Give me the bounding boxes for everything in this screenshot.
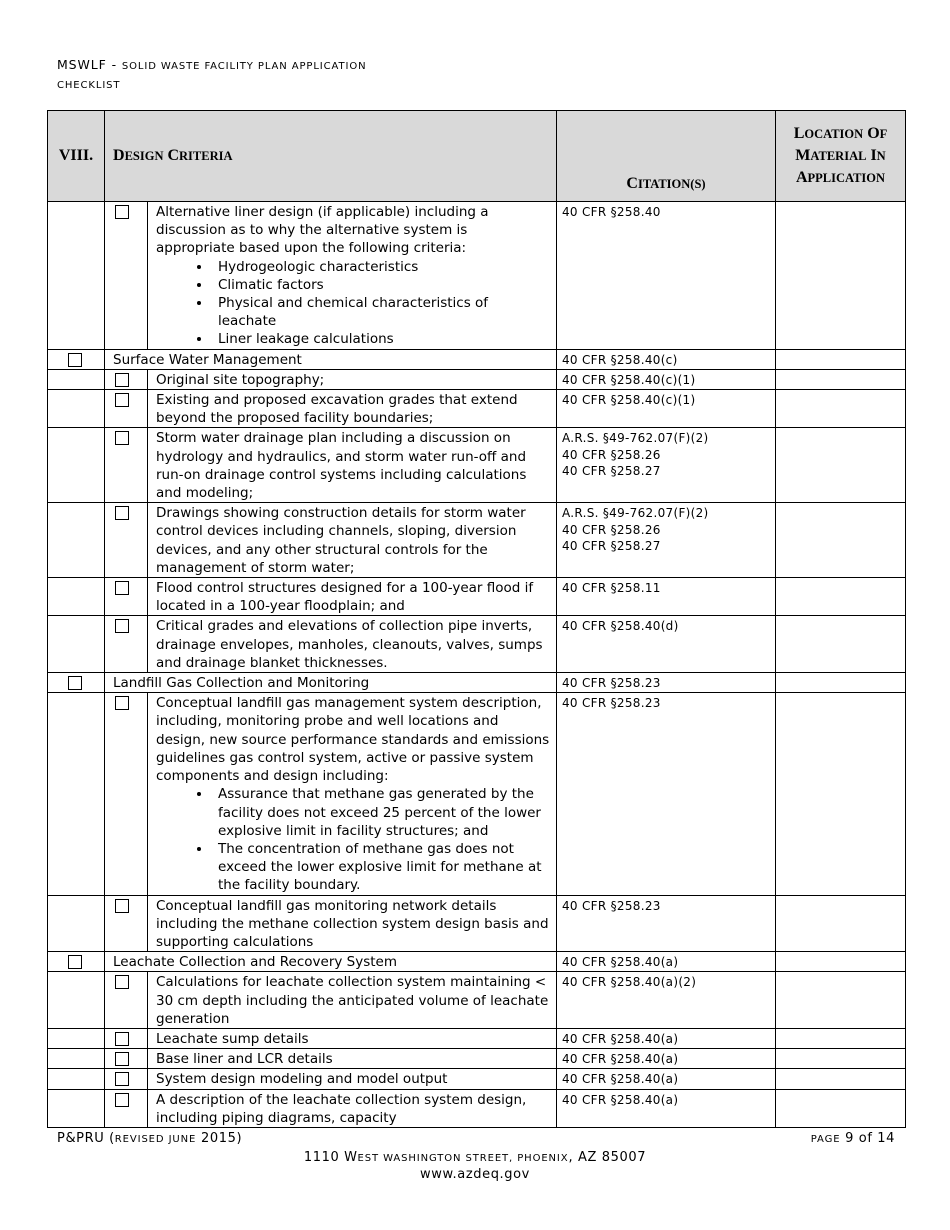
location-heading: LOCATION OF MATERIAL IN APPLICATION xyxy=(776,111,906,202)
criteria-text: A description of the leachate collection system design, including piping diagrams, capacity xyxy=(148,1089,557,1127)
criteria-text: Calculations for leachate collection system maintaining < 30 cm depth including the anticipated volume of leachate generation xyxy=(148,972,557,1029)
footer-address: 1110 WEST WASHINGTON STREET, PHOENIX, AZ 85007 xyxy=(303,1150,647,1165)
citation-cell: 40 CFR §258.40(c)(1) xyxy=(557,369,776,389)
checkbox[interactable] xyxy=(115,619,129,633)
checklist-item-row xyxy=(48,616,906,673)
location-cell[interactable] xyxy=(776,1028,906,1048)
item-checkbox-cell xyxy=(105,503,148,578)
checklist-section-row xyxy=(48,673,906,693)
footer-page-number: PAGE 9 of 14 xyxy=(810,1131,895,1146)
header-title-line2: CHECKLIST xyxy=(57,80,121,91)
checklist-body xyxy=(48,202,906,1128)
checkbox[interactable] xyxy=(115,431,129,445)
item-checkbox-cell xyxy=(105,578,148,616)
criteria-bullet-list xyxy=(156,258,550,349)
location-cell[interactable] xyxy=(776,349,906,369)
item-checkbox-cell xyxy=(105,693,148,895)
criteria-bullet: • Liner leakage calculations xyxy=(212,330,550,348)
citation-cell: 40 CFR §258.23 xyxy=(557,693,776,895)
criteria-bullet: • The concentration of methane gas does not exceed the lower explosive limit for methane at the facility boundary. xyxy=(212,840,550,895)
empty-section-cell xyxy=(48,972,105,1029)
criteria-bullet: • Climatic factors xyxy=(212,276,550,294)
criteria-text: Original site topography; xyxy=(148,369,557,389)
criteria-text: Critical grades and elevations of collection pipe inverts, drainage envelopes, manholes, cleanouts, valves, sumps and drainage blanket thicknesses. xyxy=(148,616,557,673)
checkbox[interactable] xyxy=(115,373,129,387)
empty-section-cell xyxy=(48,428,105,503)
location-cell[interactable] xyxy=(776,1049,906,1069)
location-cell[interactable] xyxy=(776,1069,906,1089)
empty-section-cell xyxy=(48,202,105,350)
citation-cell: 40 CFR §258.40(c) xyxy=(557,349,776,369)
checklist-section-row xyxy=(48,952,906,972)
citation-cell: 40 CFR §258.40(a) xyxy=(557,1089,776,1127)
section-number-heading: VIII. xyxy=(48,111,105,202)
checkbox[interactable] xyxy=(68,676,82,690)
criteria-text: Existing and proposed excavation grades that extend beyond the proposed facility boundaries; xyxy=(148,390,557,428)
checkbox[interactable] xyxy=(115,506,129,520)
empty-section-cell xyxy=(48,895,105,952)
criteria-bullet-list xyxy=(156,785,550,894)
item-checkbox-cell xyxy=(105,1069,148,1089)
empty-section-cell xyxy=(48,1049,105,1069)
location-cell[interactable] xyxy=(776,693,906,895)
citation-cell: 40 CFR §258.40(a) xyxy=(557,1069,776,1089)
location-cell[interactable] xyxy=(776,578,906,616)
citation-cell: 40 CFR §258.40(a)(2) xyxy=(557,972,776,1029)
checklist-item-row xyxy=(48,1089,906,1127)
checklist-item-row xyxy=(48,503,906,578)
item-checkbox-cell xyxy=(105,1049,148,1069)
criteria-text: Conceptual landfill gas monitoring network details including the methane collection system design basis and supporting calculations xyxy=(148,895,557,952)
checkbox[interactable] xyxy=(115,899,129,913)
citation-cell: A.R.S. §49-762.07(F)(2) 40 CFR §258.26 40 CFR §258.27 xyxy=(557,503,776,578)
checkbox[interactable] xyxy=(115,1093,129,1107)
criteria-text: System design modeling and model output xyxy=(148,1069,557,1089)
checkbox[interactable] xyxy=(115,393,129,407)
criteria-text: Leachate Collection and Recovery System xyxy=(105,952,557,972)
checklist-item-row xyxy=(48,1049,906,1069)
empty-section-cell xyxy=(48,369,105,389)
empty-section-cell xyxy=(48,1028,105,1048)
empty-section-cell xyxy=(48,390,105,428)
design-criteria-checklist-table xyxy=(47,110,906,1128)
checklist-item-row xyxy=(48,1069,906,1089)
item-checkbox-cell xyxy=(105,1028,148,1048)
location-cell[interactable] xyxy=(776,369,906,389)
criteria-text: Drawings showing construction details for storm water control devices including channels, sloping, diversion devices, and any other structural controls for the management of storm water; xyxy=(148,503,557,578)
empty-section-cell xyxy=(48,616,105,673)
citation-cell: 40 CFR §258.40(a) xyxy=(557,952,776,972)
checklist-item-row xyxy=(48,1028,906,1048)
empty-section-cell xyxy=(48,578,105,616)
section-checkbox-cell xyxy=(48,952,105,972)
citation-cell: 40 CFR §258.40(a) xyxy=(557,1028,776,1048)
empty-section-cell xyxy=(48,503,105,578)
section-checkbox-cell xyxy=(48,349,105,369)
criteria-text: Base liner and LCR details xyxy=(148,1049,557,1069)
item-checkbox-cell xyxy=(105,972,148,1029)
location-cell[interactable] xyxy=(776,895,906,952)
location-cell[interactable] xyxy=(776,428,906,503)
criteria-bullet: • Hydrogeologic characteristics xyxy=(212,258,550,276)
section-checkbox-cell xyxy=(48,673,105,693)
empty-section-cell xyxy=(48,1069,105,1089)
citation-cell: 40 CFR §258.40(d) xyxy=(557,616,776,673)
checkbox[interactable] xyxy=(115,1052,129,1066)
citation-cell: 40 CFR §258.11 xyxy=(557,578,776,616)
citation-cell: 40 CFR §258.40(c)(1) xyxy=(557,390,776,428)
checklist-item-row xyxy=(48,202,906,350)
citation-cell: 40 CFR §258.40(a) xyxy=(557,1049,776,1069)
criteria-text: Landfill Gas Collection and Monitoring xyxy=(105,673,557,693)
footer-website[interactable]: www.azdeq.gov xyxy=(420,1167,530,1182)
item-checkbox-cell xyxy=(105,369,148,389)
item-checkbox-cell xyxy=(105,390,148,428)
checkbox[interactable] xyxy=(68,353,82,367)
checkbox[interactable] xyxy=(115,975,129,989)
item-checkbox-cell xyxy=(105,1089,148,1127)
footer-revision: P&PRU (REVISED JUNE 2015) xyxy=(57,1131,243,1146)
checklist-item-row xyxy=(48,693,906,895)
empty-section-cell xyxy=(48,693,105,895)
checkbox[interactable] xyxy=(115,1072,129,1086)
checkbox[interactable] xyxy=(115,205,129,219)
criteria-text: Leachate sump details xyxy=(148,1028,557,1048)
criteria-bullet: • Physical and chemical characteristics of leachate xyxy=(212,294,550,330)
checklist-item-row xyxy=(48,895,906,952)
checkbox[interactable] xyxy=(115,1032,129,1046)
location-cell[interactable] xyxy=(776,673,906,693)
location-cell[interactable] xyxy=(776,952,906,972)
checklist-item-row xyxy=(48,972,906,1029)
criteria-text: Surface Water Management xyxy=(105,349,557,369)
location-cell[interactable] xyxy=(776,1089,906,1127)
location-cell[interactable] xyxy=(776,972,906,1029)
design-criteria-heading: DESIGN CRITERIA xyxy=(105,111,557,202)
document-header xyxy=(57,56,367,94)
criteria-bullet: • Assurance that methane gas generated by the facility does not exceed 25 percent of the lower explosive limit in facility structures; and xyxy=(212,785,550,840)
criteria-text: Conceptual landfill gas management system description, including, monitoring probe and well locations and design, new source performance standards and emissions guidelines gas control system, active or passive system components and design including: • Assurance that methane gas generated by the facility does not exceed 25 percent of the lower explosive limit in facility structures; and • The concentration of methane gas does not exceed the lower explosive limit for methane at the facility boundary. xyxy=(148,693,557,895)
item-checkbox-cell xyxy=(105,895,148,952)
checklist-item-row xyxy=(48,578,906,616)
location-cell[interactable] xyxy=(776,202,906,350)
empty-section-cell xyxy=(48,1089,105,1127)
citation-cell: A.R.S. §49-762.07(F)(2) 40 CFR §258.26 40 CFR §258.27 xyxy=(557,428,776,503)
citation-cell: 40 CFR §258.40 xyxy=(557,202,776,350)
location-cell[interactable] xyxy=(776,390,906,428)
citations-heading: CITATION(S) xyxy=(557,111,776,202)
criteria-text: Alternative liner design (if applicable) including a discussion as to why the alternative system is appropriate based upon the following criteria: • Hydrogeologic characteristics • Climatic factors • Physical and chemical characteristics of leachate • Liner leakage calculations xyxy=(148,202,557,350)
item-checkbox-cell xyxy=(105,202,148,350)
header-title-line1: MSWLF - SOLID WASTE FACILITY PLAN APPLICATION xyxy=(57,57,367,72)
item-checkbox-cell xyxy=(105,428,148,503)
checklist-item-row xyxy=(48,428,906,503)
checklist-section-row xyxy=(48,349,906,369)
location-cell[interactable] xyxy=(776,503,906,578)
checkbox[interactable] xyxy=(68,955,82,969)
checklist-item-row xyxy=(48,369,906,389)
criteria-text: Storm water drainage plan including a discussion on hydrology and hydraulics, and storm water run-off and run-on drainage control systems including calculations and modeling; xyxy=(148,428,557,503)
item-checkbox-cell xyxy=(105,616,148,673)
checklist-item-row xyxy=(48,390,906,428)
criteria-text: Flood control structures designed for a 100-year flood if located in a 100-year floodplain; and xyxy=(148,578,557,616)
checkbox[interactable] xyxy=(115,696,129,710)
checkbox[interactable] xyxy=(115,581,129,595)
citation-cell: 40 CFR §258.23 xyxy=(557,895,776,952)
location-cell[interactable] xyxy=(776,616,906,673)
citation-cell: 40 CFR §258.23 xyxy=(557,673,776,693)
